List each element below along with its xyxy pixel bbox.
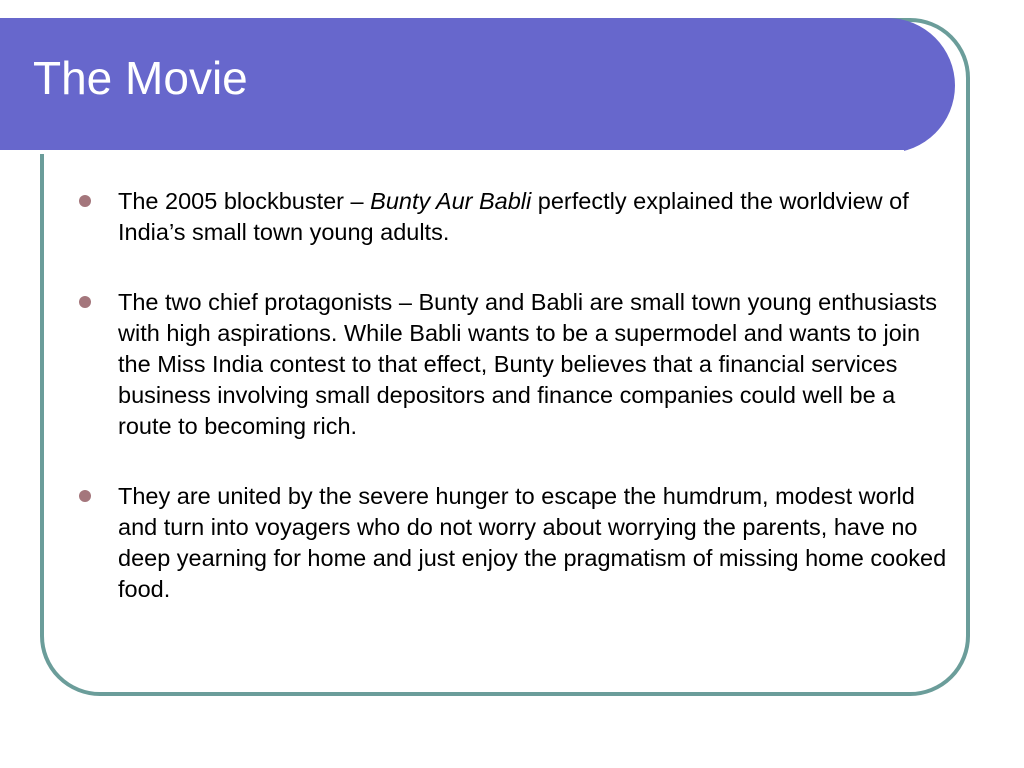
title-underline [0,150,904,154]
slide-title: The Movie [33,52,248,104]
bullet-text-3: They are united by the severe hunger to escape the humdrum, modest world and turn into voyagers who do not worry about worrying the parents, have no deep yearning for home and just enjoy the pragmatism of missing home cooked food. [118,483,947,602]
bullet-item-1 [78,186,948,248]
bullet-item-3 [78,481,948,605]
bullet-list [78,186,948,644]
bullet-dot-icon [79,195,91,207]
bullet-dot-icon [79,296,91,308]
bullet-1-text-before: The 2005 blockbuster – [118,188,371,214]
bullet-1-text-after: perfectly explained the worldview of India’s small town young adults. [118,188,909,245]
movie-title-italic: Bunty Aur Babli [370,188,532,214]
bullet-text-2: The two chief protagonists – Bunty and Babli are small town young enthusiasts with high aspirations. While Babli wants to be a supermodel and wants to join the Miss India contest to that effect, Bunty believes that a financial services business involving small depositors and finance companies could well be a route to becoming rich. [118,289,938,439]
bullet-text-1 [118,186,948,248]
bullet-item-2 [78,287,948,442]
bullet-dot-icon [79,490,91,502]
